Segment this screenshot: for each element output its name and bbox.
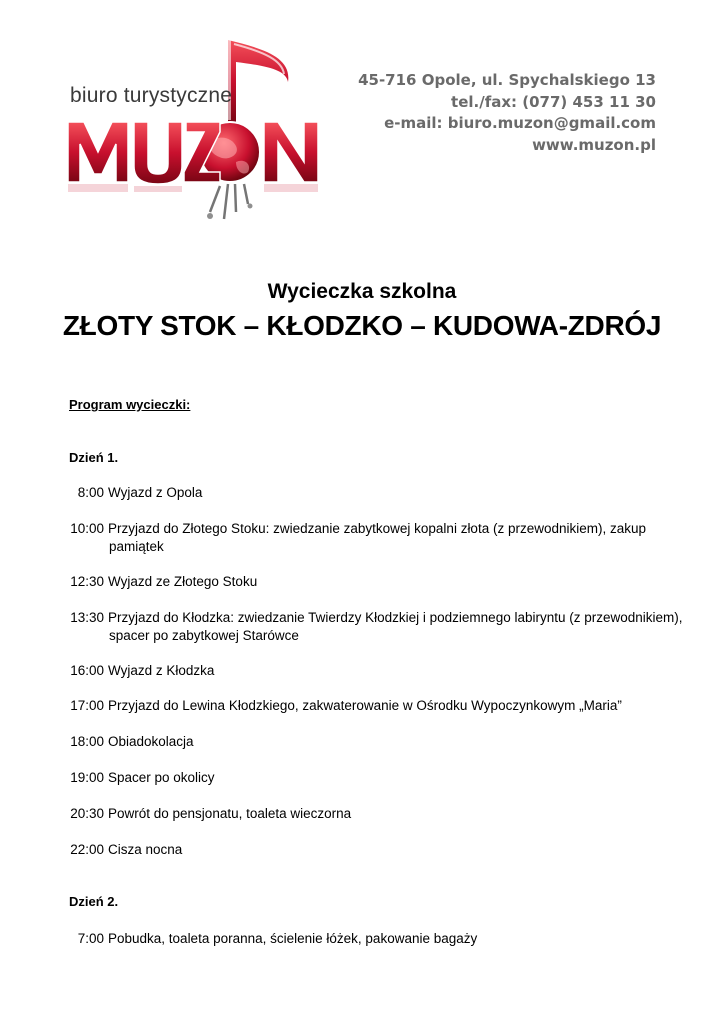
schedule-time: 18:00 — [70, 734, 104, 749]
schedule-text: Przyjazd do Złotego Stoku: zwiedzanie zabytkowej kopalni złota (z przewodnikiem), zakup — [108, 521, 647, 536]
schedule-text: Obiadokolacja — [108, 734, 194, 749]
schedule-time: 16:00 — [70, 663, 104, 678]
trip-subtitle: Wycieczka szkolna — [267, 280, 457, 303]
schedule-text: Cisza nocna — [108, 842, 183, 857]
schedule-text: Wyjazd ze Złotego Stoku — [108, 574, 258, 589]
schedule-time: 13:30 — [70, 610, 104, 625]
logo-tagline: biuro turystyczne — [70, 84, 233, 107]
website-link[interactable]: www.muzon.pl — [532, 135, 656, 154]
schedule-text: Wyjazd z Kłodzka — [108, 663, 215, 678]
day-1-label: Dzień 1. — [69, 450, 119, 465]
schedule-text: Pobudka, toaleta poranna, ścielenie łóżek, pakowanie bagaży — [108, 931, 478, 946]
schedule-text-continued: pamiątek — [109, 539, 164, 554]
schedule-time: 12:30 — [70, 574, 104, 589]
schedule-time: 17:00 — [70, 698, 104, 713]
schedule-text: Przyjazd do Kłodzka: zwiedzanie Twierdzy Kłodzkiej i podziemnego labiryntu (z przewodnikiem), — [108, 610, 683, 625]
music-note-globe-logo-graphic — [60, 34, 340, 224]
schedule-time: 10:00 — [70, 521, 104, 536]
program-label: Program wycieczki: — [69, 397, 191, 412]
schedule-text: Przyjazd do Lewina Kłodzkiego, zakwaterowanie w Ośrodku Wypoczynkowym „Maria” — [108, 698, 622, 713]
contact-block — [358, 70, 656, 156]
address: 45-716 Opole, ul. Spychalskiego 13 — [358, 71, 656, 89]
day-2-label: Dzień 2. — [69, 894, 119, 909]
schedule-text: Spacer po okolicy — [108, 770, 215, 785]
schedule-time: 22:00 — [70, 842, 104, 857]
trip-title: ZŁOTY STOK – KŁODZKO – KUDOWA-ZDRÓJ — [62, 310, 662, 341]
phone-fax: tel./fax: (077) 453 11 30 — [451, 92, 656, 111]
schedule-text: Powrót do pensjonatu, toaleta wieczorna — [108, 806, 352, 821]
schedule-time: 8:00 — [77, 485, 104, 500]
schedule-text: Wyjazd z Opola — [108, 485, 203, 500]
schedule-time: 20:30 — [70, 806, 104, 821]
schedule-text-continued: spacer po zabytkowej Starówce — [109, 628, 299, 643]
email[interactable]: e-mail: biuro.muzon@gmail.com — [384, 114, 656, 132]
schedule-time: 19:00 — [70, 770, 104, 785]
schedule-time: 7:00 — [77, 931, 104, 946]
muzon-logo — [60, 34, 340, 224]
